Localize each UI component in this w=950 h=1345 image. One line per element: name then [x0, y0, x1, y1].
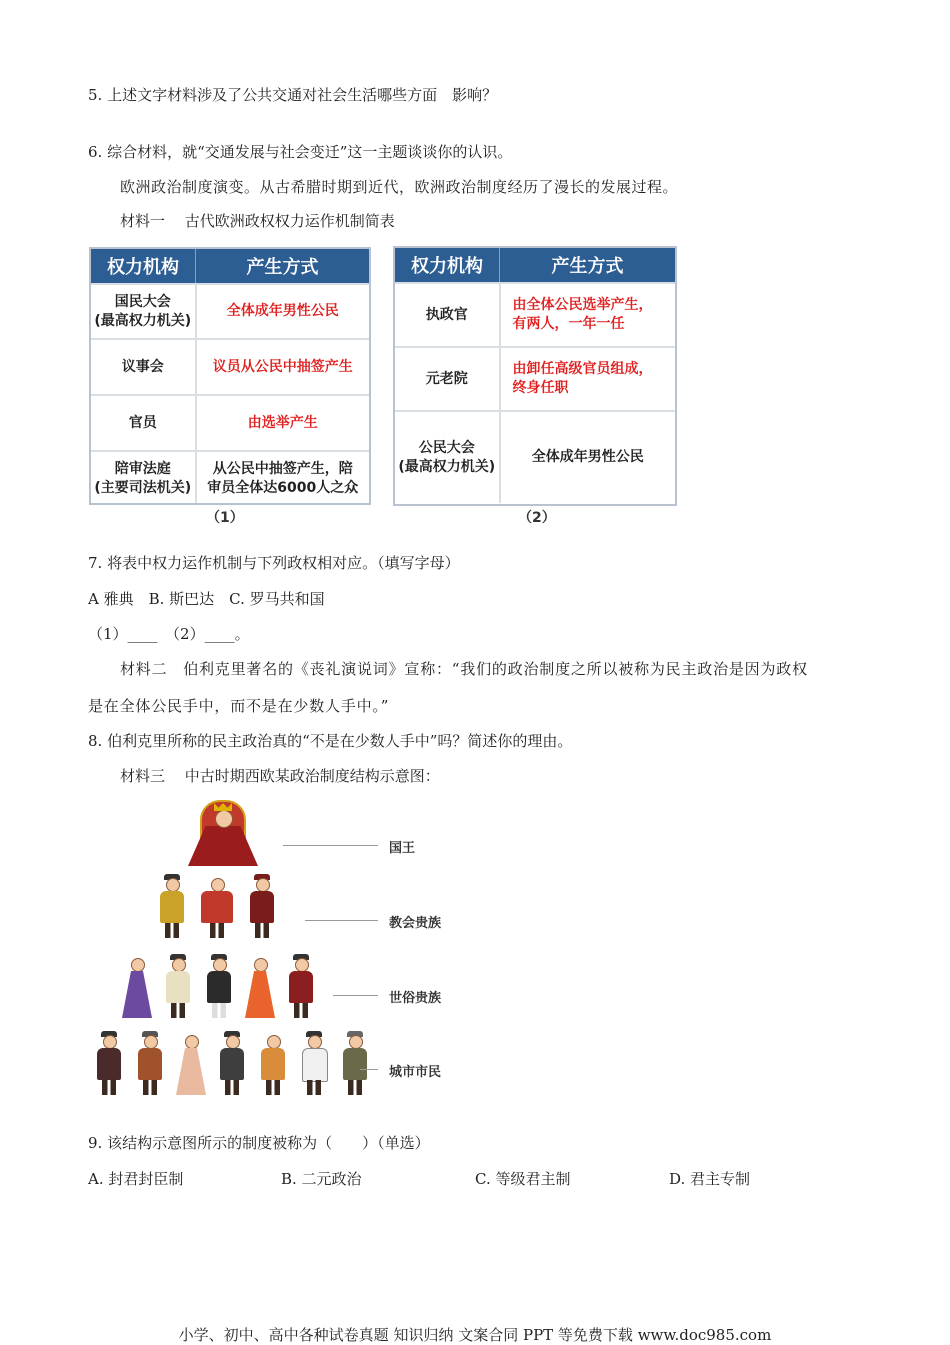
material-2-line-1: 材料二 伯利克里著名的《丧礼演说词》宣称：“我们的政治制度之所以被称为民主政治是因为政权 [120, 660, 808, 678]
institution-name: 元老院 [395, 347, 500, 411]
connector-line [360, 1069, 378, 1070]
question-7-blanks: （1）____ （2）____。 [88, 625, 250, 643]
material-2-line-2: 是在全体公民手中，而不是在少数人手中。” [88, 697, 390, 715]
method-line-1: 由全体公民选举产生， [512, 297, 653, 313]
institution-name: 执政官 [395, 283, 500, 347]
option-a: A. 封君封臣制 [88, 1170, 184, 1188]
question-5: 5. 上述文字材料涉及了公共交通对社会生活哪些方面 影响？ [88, 86, 498, 104]
table2-frame [393, 246, 677, 506]
method-cell: 由选举产生 [196, 395, 370, 451]
person-figure [245, 958, 275, 1020]
table2-header-institution: 权力机构 [395, 248, 500, 283]
method-line-1: 由卸任高级官员组成， [512, 361, 653, 377]
person-figure [94, 1035, 124, 1097]
institution-note: (最高权力机关) [94, 312, 192, 329]
connector-line [333, 995, 378, 996]
person-figure [176, 1035, 206, 1097]
question-8: 8. 伯利克里所称的民主政治真的“不是在少数人手中”吗？简述你的理由。 [88, 732, 573, 750]
table2-header-method: 产生方式 [500, 248, 676, 283]
option-c: C. 等级君主制 [475, 1170, 571, 1188]
table1-frame [89, 247, 371, 505]
secular-nobles-figures [122, 958, 327, 1020]
table1-caption: （1） [206, 510, 244, 526]
person-figure [163, 958, 193, 1020]
person-figure [247, 878, 277, 940]
question-6: 6. 综合材料，就“交通发展与社会变迁”这一主题谈谈你的认识。 [88, 143, 513, 161]
connector-line [283, 845, 378, 846]
tier-label-king: 国王 [389, 841, 416, 856]
person-figure [204, 958, 234, 1020]
church-nobles-figures [157, 878, 288, 940]
method-line-2: 终身任职 [512, 380, 569, 396]
footer-ad-text: 小学、初中、高中各种试卷真题 知识归纳 文案合同 PPT 等免费下载 www.doc985.com [178, 1326, 772, 1344]
person-figure [157, 878, 187, 940]
person-figure [286, 958, 316, 1020]
method-line-2: 审员全体达6000人之众 [207, 479, 359, 496]
institution-name: 公民大会 [418, 439, 475, 456]
method-line-1: 从公民中抽签产生，陪 [212, 460, 353, 477]
table2-caption: （2） [518, 510, 556, 526]
person-figure [135, 1035, 165, 1097]
person-figure [122, 958, 152, 1020]
material-1-title: 材料一 古代欧洲政权权力运作机制简表 [120, 212, 395, 230]
person-figure [299, 1035, 329, 1097]
method-cell: 议员从公民中抽签产生 [196, 339, 370, 395]
person-figure [198, 878, 236, 940]
tier-label-townspeople: 城市市民 [389, 1065, 442, 1080]
king-figure [188, 800, 258, 866]
question-7: 7. 将表中权力运作机制与下列政权相对应。（填写字母） [88, 554, 460, 572]
question-7-options: A 雅典 B. 斯巴达 C. 罗马共和国 [88, 590, 325, 608]
option-d: D. 君主专制 [669, 1170, 751, 1188]
person-figure [258, 1035, 288, 1097]
material-3-title: 材料三 中古时期西欧某政治制度结构示意图： [120, 767, 440, 785]
institution-name: 国民大会 [114, 293, 171, 310]
question-9: 9. 该结构示意图所示的制度被称为（ ）（单选） [88, 1134, 430, 1152]
tier-label-church-nobles: 教会贵族 [389, 916, 442, 931]
table1-header-institution: 权力机构 [91, 249, 196, 284]
institution-name: 议事会 [91, 339, 196, 395]
townspeople-figures [94, 1035, 381, 1097]
person-figure [217, 1035, 247, 1097]
table1-header-method: 产生方式 [196, 249, 370, 284]
person-figure [340, 1035, 370, 1097]
institution-note: (最高权力机关) [398, 458, 496, 475]
method-cell: 全体成年男性公民 [500, 411, 676, 503]
institution-name: 官员 [91, 395, 196, 451]
institution-note: (主要司法机关) [94, 479, 192, 496]
connector-line [305, 920, 378, 921]
tier-label-secular-nobles: 世俗贵族 [389, 991, 442, 1006]
method-cell: 全体成年男性公民 [196, 284, 370, 339]
option-b: B. 二元政治 [281, 1170, 362, 1188]
method-line-2: 有两人，一年一任 [512, 316, 625, 332]
institution-name: 陪审法庭 [114, 460, 171, 477]
material-intro: 欧洲政治制度演变。从古希腊时期到近代，欧洲政治制度经历了漫长的发展过程。 [120, 178, 679, 196]
